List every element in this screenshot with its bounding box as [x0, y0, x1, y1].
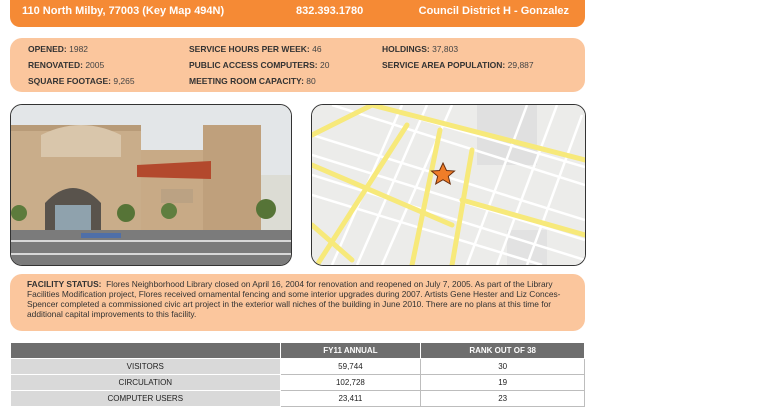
table-row: [11, 375, 585, 391]
street-map: [312, 105, 585, 265]
row-annual: 23,411: [280, 391, 421, 407]
row-rank: 23: [421, 391, 585, 407]
address: 110 North Milby, 77003 (Key Map 494N): [22, 5, 225, 17]
table-header-rank: RANK OUT OF 38: [421, 343, 585, 359]
stat-renovated: RENOVATED: 2005: [28, 60, 105, 70]
table-row: [11, 359, 585, 375]
stat-square-footage: SQUARE FOOTAGE: 9,265: [28, 76, 135, 86]
table-header-row: [11, 343, 585, 359]
stat-holdings: HOLDINGS: 37,803: [382, 44, 459, 54]
building-illustration: [11, 105, 291, 265]
table-row: [11, 391, 585, 407]
stats-panel: [10, 38, 585, 92]
row-rank: 30: [421, 359, 585, 375]
facility-status: [27, 279, 575, 319]
facility-status-panel: [10, 274, 585, 331]
row-annual: 102,728: [280, 375, 421, 391]
facility-status-text: Flores Neighborhood Library closed on April 16, 2004 for renovation and reopened on July 7, 2005. As part of the Library Facilities Modification project, Flores received ornamental fencing and some interior upgrades during 2007. Artists Gene Hester and Liz Conces-Spencer completed a commissioned civic art project in the exterior wall niches of the building in June 2010. There are no plans at this time for additional capital improvements to this facility.: [27, 279, 561, 319]
table-header-annual: FY11 ANNUAL: [280, 343, 421, 359]
stat-public-computers: PUBLIC ACCESS COMPUTERS: 20: [189, 60, 330, 70]
council-district: Council District H - Gonzalez: [418, 5, 569, 17]
header-bar: [10, 0, 585, 27]
library-photo: [10, 104, 292, 266]
location-map: [311, 104, 586, 266]
stat-service-hours: SERVICE HOURS PER WEEK: 46: [189, 44, 322, 54]
row-rank: 19: [421, 375, 585, 391]
stat-opened: OPENED: 1982: [28, 44, 89, 54]
phone: 832.393.1780: [296, 5, 364, 17]
facility-status-label: FACILITY STATUS:: [27, 279, 102, 289]
stat-meeting-room: MEETING ROOM CAPACITY: 80: [189, 76, 316, 86]
row-label: COMPUTER USERS: [11, 391, 281, 407]
row-label: CIRCULATION: [11, 375, 281, 391]
row-annual: 59,744: [280, 359, 421, 375]
statistics-table: [10, 342, 585, 407]
row-label: VISITORS: [11, 359, 281, 375]
table-header-blank: [11, 343, 281, 359]
stat-service-population: SERVICE AREA POPULATION: 29,887: [382, 60, 534, 70]
